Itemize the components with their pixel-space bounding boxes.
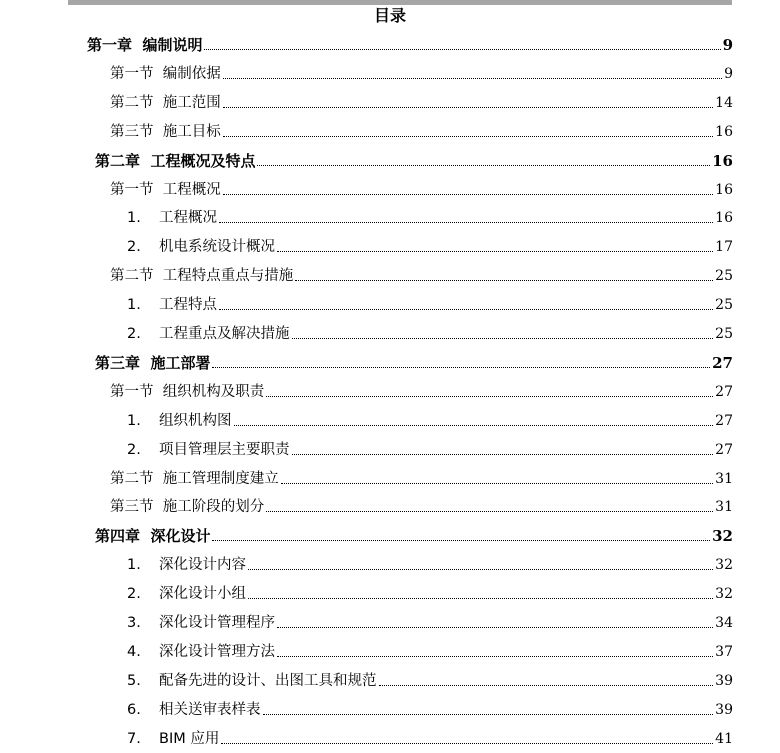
toc-entry[interactable] xyxy=(127,435,733,459)
dot-leader xyxy=(277,656,713,657)
toc-entry-label xyxy=(127,585,246,603)
toc-entry-number: 2. xyxy=(127,586,141,603)
toc-entry[interactable] xyxy=(127,579,733,603)
toc-entry-page: 32 xyxy=(715,586,733,603)
toc-entry-label xyxy=(127,701,261,719)
dot-leader xyxy=(257,165,710,166)
toc-entry-text: 配备先进的设计、出图工具和规范 xyxy=(159,672,377,689)
toc-entry-page: 27 xyxy=(715,441,733,458)
toc-entry-number: 5. xyxy=(127,672,141,689)
dot-leader xyxy=(281,483,713,484)
dot-leader xyxy=(266,511,713,512)
toc-entry-label xyxy=(127,614,275,632)
toc-entry-page: 14 xyxy=(715,94,733,111)
toc-entry[interactable] xyxy=(127,319,733,343)
toc-entry[interactable] xyxy=(127,608,733,632)
toc-entry[interactable] xyxy=(127,232,733,256)
toc-entry-number: 1. xyxy=(127,557,141,574)
toc-entry-page: 34 xyxy=(715,615,733,631)
toc-entry-page: 32 xyxy=(712,527,733,546)
toc-entry-page: 9 xyxy=(722,36,733,54)
toc-entry-label xyxy=(127,556,246,574)
dot-leader xyxy=(221,743,713,744)
toc-entry-page: 27 xyxy=(715,412,733,429)
toc-entry-text: 第三节 施工目标 xyxy=(110,123,221,140)
toc-entry[interactable] xyxy=(127,203,733,227)
toc-entry-label xyxy=(127,672,377,690)
toc-entry-page: 25 xyxy=(715,268,733,285)
toc-entry-page: 25 xyxy=(715,297,733,314)
dot-leader xyxy=(379,685,714,686)
dot-leader xyxy=(277,251,713,252)
toc-entry[interactable] xyxy=(95,521,733,545)
toc-entry-number: 7. xyxy=(127,730,141,747)
toc-entry-number: 4. xyxy=(127,643,141,660)
toc-entry-page: 31 xyxy=(715,470,733,487)
toc-entry-label xyxy=(127,643,275,661)
toc-entry-page: 9 xyxy=(724,65,733,82)
toc-entry-label xyxy=(95,152,255,170)
toc-entry[interactable] xyxy=(95,146,733,170)
toc-entry-text: 第二章 工程概况及特点 xyxy=(95,151,256,170)
toc-entry-text: 第一节 组织机构及职责 xyxy=(110,383,265,400)
dot-leader xyxy=(212,367,710,368)
toc-entry-label xyxy=(95,354,210,372)
dot-leader xyxy=(219,309,713,310)
toc-entry[interactable] xyxy=(127,724,733,748)
toc-entry-page: 31 xyxy=(715,499,733,516)
dot-leader xyxy=(223,107,713,108)
toc-entry-page: 39 xyxy=(715,672,733,689)
toc-entry-label xyxy=(95,527,210,545)
toc-entry-text: 第三章 施工部署 xyxy=(95,353,211,372)
dot-leader xyxy=(223,194,713,195)
toc-entry-number: 1. xyxy=(127,210,141,227)
toc-entry[interactable] xyxy=(110,88,733,112)
toc-entry-number: 2. xyxy=(127,326,141,342)
toc-entry-page: 27 xyxy=(715,383,733,400)
toc-entry[interactable] xyxy=(127,550,733,574)
dot-leader xyxy=(234,425,714,426)
toc-entry-text: 工程概况 xyxy=(159,210,217,227)
toc-entry-number: 1. xyxy=(127,412,141,429)
dot-leader xyxy=(292,454,714,455)
dot-leader xyxy=(204,49,720,50)
dot-leader xyxy=(248,598,713,599)
dot-leader xyxy=(295,280,713,281)
toc-entry-label xyxy=(110,181,221,199)
toc-entry-text: BIM 应用 xyxy=(159,730,220,747)
dot-leader xyxy=(263,714,714,715)
toc-entry-text: 第二节 工程特点重点与措施 xyxy=(110,268,294,285)
toc-entry[interactable] xyxy=(127,290,733,314)
toc-entry-number: 6. xyxy=(127,701,141,718)
toc-entry[interactable] xyxy=(127,637,733,661)
toc-entry-label xyxy=(110,470,279,488)
toc-entry-label xyxy=(127,730,219,748)
toc-entry[interactable] xyxy=(127,406,733,430)
dot-leader xyxy=(292,338,714,339)
toc-entry-page: 17 xyxy=(715,239,733,256)
toc-entry[interactable] xyxy=(127,695,733,719)
toc-entry-text: 第一章 编制说明 xyxy=(87,36,203,54)
toc-entry-text: 第四章 深化设计 xyxy=(95,527,211,546)
dot-leader xyxy=(248,569,713,570)
toc-entry-text: 第三节 施工阶段的划分 xyxy=(110,499,265,516)
toc-entry-label xyxy=(127,441,290,459)
toc-entry-page: 16 xyxy=(712,151,733,170)
toc-entry[interactable] xyxy=(110,464,733,488)
toc-entry[interactable] xyxy=(110,175,733,199)
toc-entry[interactable] xyxy=(95,348,733,372)
toc-entry-label xyxy=(127,325,290,343)
toc-entry-text: 工程特点 xyxy=(159,297,217,314)
dot-leader xyxy=(212,540,710,541)
toc-entry-label xyxy=(127,296,217,314)
toc-entry-text: 深化设计管理程序 xyxy=(159,615,275,631)
toc-entry[interactable] xyxy=(110,117,733,141)
toc-entry-number: 2. xyxy=(127,239,141,256)
dot-leader xyxy=(223,78,722,79)
toc-entry-label xyxy=(110,267,293,285)
toc-entry-text: 第一节 工程概况 xyxy=(110,181,221,198)
toc-title: 目录 xyxy=(373,6,406,25)
toc-entry-number: 2. xyxy=(127,441,141,458)
toc-entry-label xyxy=(127,209,217,227)
toc-entry-label xyxy=(110,94,221,112)
toc-entry-page: 37 xyxy=(715,643,733,660)
toc-entry-number: 1. xyxy=(127,297,141,314)
toc-entry-text: 相关送审表样表 xyxy=(159,701,261,718)
toc-entry-text: 深化设计管理方法 xyxy=(159,643,275,660)
toc-entry-label xyxy=(127,412,232,430)
dot-leader xyxy=(223,136,713,137)
toc-entry-page: 41 xyxy=(715,730,733,747)
toc-entry[interactable] xyxy=(110,492,733,516)
dot-leader xyxy=(266,396,713,397)
toc-entry-label xyxy=(110,383,264,401)
toc-entry-text: 第一节 编制依据 xyxy=(110,65,221,82)
toc-entry-page: 25 xyxy=(715,326,733,342)
toc-entry[interactable] xyxy=(87,30,733,54)
toc-entry-text: 深化设计小组 xyxy=(159,586,246,603)
toc-entry[interactable] xyxy=(127,666,733,690)
toc-entry-page: 27 xyxy=(712,353,733,372)
toc-entry[interactable] xyxy=(110,59,733,83)
toc-entry-text: 深化设计内容 xyxy=(159,557,246,574)
toc-entry-text: 组织机构图 xyxy=(159,412,232,429)
toc-entry-page: 16 xyxy=(715,181,733,198)
toc-entry-label xyxy=(127,238,275,256)
toc-entry-page: 16 xyxy=(715,210,733,227)
toc-entry-page: 16 xyxy=(715,123,733,140)
toc-entry-number: 3. xyxy=(127,615,141,631)
toc-entry-text: 第二节 施工管理制度建立 xyxy=(110,470,279,487)
toc-entry[interactable] xyxy=(110,261,733,285)
toc-entry-page: 32 xyxy=(715,557,733,574)
toc-entry-label xyxy=(110,123,221,141)
toc-entry-text: 项目管理层主要职责 xyxy=(159,441,290,458)
toc-entry-label xyxy=(110,65,221,83)
toc-entry-label xyxy=(110,498,264,516)
dot-leader xyxy=(219,222,713,223)
toc-entry-text: 工程重点及解决措施 xyxy=(159,326,290,342)
toc-entry-label xyxy=(87,36,202,54)
toc-entry-page: 39 xyxy=(715,701,733,718)
toc-entry[interactable] xyxy=(110,377,733,401)
dot-leader xyxy=(277,627,713,628)
toc-entry-text: 第二节 施工范围 xyxy=(110,94,221,111)
toc-entry-text: 机电系统设计概况 xyxy=(159,239,275,256)
